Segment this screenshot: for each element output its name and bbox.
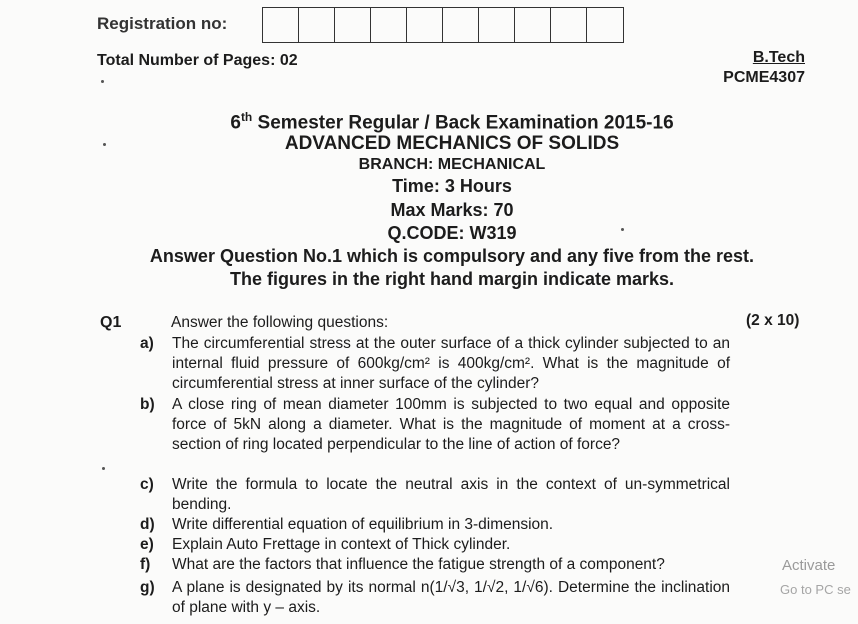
question-item-d: d) Write differential equation of equilibrium in 3-dimension. bbox=[140, 516, 554, 533]
instruction-line-2: The figures in the right hand margin indicate marks. bbox=[229, 269, 675, 289]
scan-speck bbox=[101, 80, 104, 83]
registration-number-boxes bbox=[262, 7, 624, 43]
subject-title: ADVANCED MECHANICS OF SOLIDS bbox=[284, 133, 620, 154]
question-marks: (2 x 10) bbox=[746, 312, 800, 329]
question-item-g: g) A plane is designated by its normal n(1/√3, 1/√2, 1/√6). Determine the inclination of plane with y – axis. bbox=[140, 579, 730, 616]
registration-label: Registration no: bbox=[97, 14, 228, 33]
question-item-f: f) What are the factors that influence the fatigue strength of a component? bbox=[140, 556, 665, 573]
semester-title: 6th Semester Regular / Back Examination 2015-16 bbox=[230, 110, 674, 134]
question-item-a: a) The circumferential stress at the outer surface of a thick cylinder subjected to an internal fluid pressure of 600kg/cm² is 400kg/cm². What is the magnitude of circumferential stress at inner surface of the cylinder? bbox=[140, 335, 730, 392]
course-name: B.Tech bbox=[752, 49, 805, 66]
question-item-b: b) A close ring of mean diameter 100mm is subjected to two equal and opposite force of 5kN along a diameter. What is the magnitude of moment at a cross-section of ring located perpendicular to the line of action of force? bbox=[140, 396, 730, 453]
total-pages: Total Number of Pages: 02 bbox=[97, 52, 298, 69]
q-code: Q.CODE: W319 bbox=[387, 223, 517, 243]
activate-watermark-title: Activate bbox=[782, 557, 836, 574]
branch: BRANCH: MECHANICAL bbox=[358, 156, 546, 173]
scan-speck bbox=[102, 467, 105, 470]
exam-time: Time: 3 Hours bbox=[392, 176, 512, 196]
instruction-line-1: Answer Question No.1 which is compulsory and any five from the rest. bbox=[149, 246, 755, 266]
question-item-c: c) Write the formula to locate the neutral axis in the context of un-symmetrical bending. bbox=[140, 476, 730, 513]
question-item-e: e) Explain Auto Frettage in context of Thick cylinder. bbox=[140, 536, 511, 553]
scan-speck bbox=[103, 143, 106, 146]
question-number: Q1 bbox=[100, 314, 122, 331]
question-heading: Answer the following questions: bbox=[171, 314, 389, 331]
scan-speck bbox=[621, 228, 624, 231]
max-marks: Max Marks: 70 bbox=[390, 200, 514, 220]
paper-code: PCME4307 bbox=[723, 69, 805, 86]
activate-watermark-subtitle: Go to PC se bbox=[780, 582, 851, 597]
